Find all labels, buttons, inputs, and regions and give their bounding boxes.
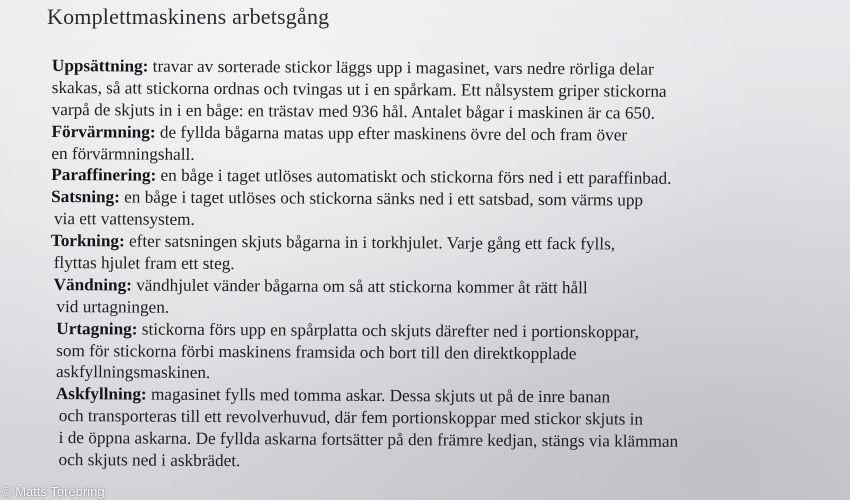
- section-text-line: och skjuts ned i askbrädet.: [58, 450, 241, 471]
- section-text-line: en förvärmningshall.: [51, 143, 195, 164]
- section-text-line: vid urtagningen.: [56, 296, 170, 317]
- section-term: Vändning:: [53, 274, 132, 295]
- section-term: Satsning:: [51, 187, 120, 207]
- section-term: Uppsättning:: [51, 55, 149, 76]
- section-text-line: efter satsningen skjuts bågarna in i torkhjulet. Varje gång ett fack fylls,: [124, 231, 616, 254]
- section-text-line: i de öppna askarna. De fyllda askarna fortsätter på den främre kedjan, stängs via klämman: [58, 428, 679, 451]
- section-term: Askfyllning:: [55, 384, 147, 404]
- section-term: Torkning:: [50, 231, 125, 251]
- section-text-line: flyttas hjulet fram ett steg.: [53, 253, 235, 274]
- section-text-line: skakas, så att stickorna ordnas och tvingas ut i en spårkam. Ett nålsystem griper stickorna: [51, 77, 667, 101]
- section-term: Förvärmning:: [51, 121, 156, 142]
- section-text-line: som för stickorna förbi maskinens framsida och bort till den direktkopplade: [56, 340, 577, 363]
- section-term: Paraffinering:: [51, 165, 157, 186]
- photo-credit-watermark: © Matts Torebring: [2, 484, 105, 499]
- section-text-line: stickorna förs upp en spårplatta och skjuts därefter ned i portionskoppar,: [137, 319, 639, 342]
- section-text-line: en båge i taget utlöses och stickorna sänks ned i ett satsbad, som värms upp: [119, 187, 644, 210]
- section-text-line: varpå de skjuts in i en båge: en trästav med 936 hål. Antalet bågar i maskinen är ca 650.: [51, 99, 656, 123]
- section-text-line: vändhjulet vänder bågarna om så att stickorna kommer åt rätt håll: [131, 275, 588, 298]
- section-text-line: travar av sorterade stickor läggs upp i magasinet, vars nedre rörliga delar: [148, 56, 654, 79]
- section-text-line: de fyllda bågarna matas upp efter maskinens övre del och fram över: [155, 122, 628, 145]
- sign-body: [49, 55, 842, 476]
- section-text-line: magasinet fylls med tomma askar. Dessa skjuts ut på de inre banan: [146, 384, 611, 407]
- section-text-line: och transporteras till ett revolverhuvud, där fem portionskoppar med stickor skjuts in: [58, 406, 644, 429]
- section-text-line: askfyllningsmaskinen.: [56, 362, 211, 383]
- section-term: Urtagning:: [56, 318, 138, 339]
- section-text-line: via ett vattensystem.: [53, 209, 195, 230]
- sign-title: Komplettmaskinens arbetsgång: [47, 4, 330, 29]
- section-text-line: en båge i taget utlöses automatiskt och stickorna förs ned i ett paraffinbad.: [156, 166, 672, 189]
